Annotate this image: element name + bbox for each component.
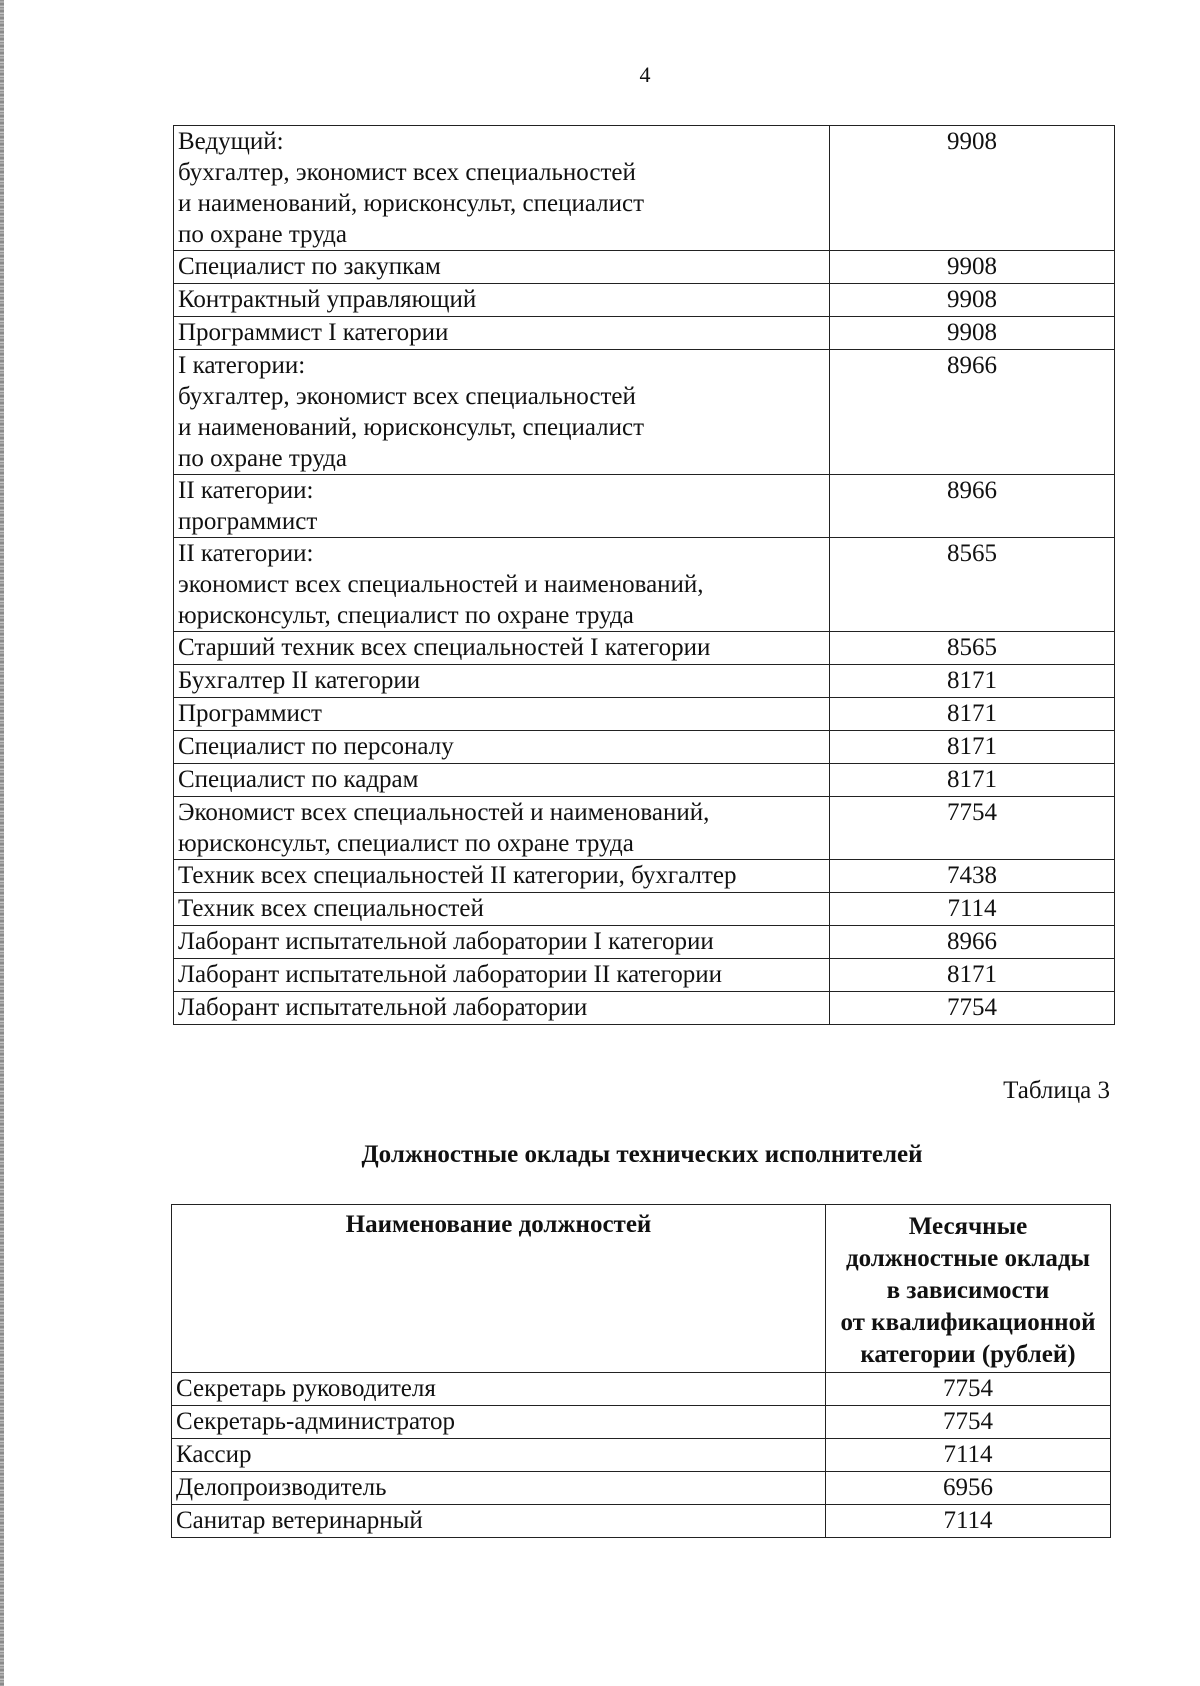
table-row bbox=[174, 893, 1115, 926]
header-position: Наименование должностей bbox=[172, 1205, 826, 1373]
position-cell bbox=[174, 251, 830, 284]
table-row bbox=[174, 797, 1115, 860]
position-cell bbox=[174, 731, 830, 764]
table-row bbox=[174, 959, 1115, 992]
position-line: Лаборант испытательной лаборатории I категории bbox=[178, 928, 714, 955]
position-line: бухгалтер, экономист всех специальностей bbox=[178, 383, 636, 410]
salary-cell: 8171 bbox=[830, 698, 1115, 731]
position-line: Лаборант испытательной лаборатории bbox=[178, 994, 588, 1021]
salary-cell: 8565 bbox=[830, 538, 1115, 632]
position-line: по охране труда bbox=[178, 445, 347, 472]
position-cell bbox=[174, 475, 830, 538]
table-row bbox=[172, 1472, 1111, 1505]
table-row bbox=[172, 1505, 1111, 1538]
position-line: экономист всех специальностей и наименований, bbox=[178, 571, 704, 598]
position-line: I категории: bbox=[178, 352, 306, 379]
salary-cell: 8565 bbox=[830, 632, 1115, 665]
position-cell bbox=[174, 284, 830, 317]
position-line: II категории: bbox=[178, 477, 314, 504]
table-row bbox=[174, 665, 1115, 698]
position-cell: Санитар ветеринарный bbox=[172, 1505, 826, 1538]
table-row bbox=[174, 350, 1115, 475]
salary-cell: 7114 bbox=[826, 1505, 1111, 1538]
position-line: Специалист по закупкам bbox=[178, 253, 441, 280]
technical-staff-salary-table bbox=[171, 1204, 1111, 1538]
salary-cell: 9908 bbox=[830, 284, 1115, 317]
salary-cell: 9908 bbox=[830, 126, 1115, 251]
table-title: Должностные оклады технических исполнителей bbox=[361, 1141, 923, 1168]
salary-cell: 7114 bbox=[830, 893, 1115, 926]
position-line: бухгалтер, экономист всех специальностей bbox=[178, 159, 636, 186]
table-row bbox=[172, 1406, 1111, 1439]
position-line: Техник всех специальностей bbox=[178, 895, 484, 922]
technical-staff-table-body bbox=[172, 1373, 1111, 1538]
position-line: Программист bbox=[178, 700, 322, 727]
position-line: и наименований, юрисконсульт, специалист bbox=[178, 190, 645, 217]
salary-cell: 7754 bbox=[830, 992, 1115, 1025]
salary-cell: 8966 bbox=[830, 926, 1115, 959]
table-row bbox=[174, 538, 1115, 632]
position-cell bbox=[174, 959, 830, 992]
position-line: Лаборант испытательной лаборатории II категории bbox=[178, 961, 723, 988]
position-line: Старший техник всех специальностей I категории bbox=[178, 634, 711, 661]
header-salary-line: от квалификационной bbox=[840, 1309, 1096, 1336]
position-cell bbox=[174, 992, 830, 1025]
header-salary bbox=[826, 1205, 1111, 1373]
table-row bbox=[174, 926, 1115, 959]
header-salary-line: должностные оклады bbox=[845, 1245, 1091, 1272]
position-line: Ведущий: bbox=[178, 128, 284, 155]
position-cell bbox=[174, 538, 830, 632]
table-row bbox=[174, 251, 1115, 284]
salary-cell: 8966 bbox=[830, 350, 1115, 475]
salary-cell: 7754 bbox=[826, 1406, 1111, 1439]
position-cell bbox=[174, 698, 830, 731]
table-row bbox=[174, 992, 1115, 1025]
position-cell bbox=[174, 126, 830, 251]
header-salary-line: в зависимости bbox=[886, 1277, 1050, 1304]
position-cell bbox=[174, 632, 830, 665]
position-line: Специалист по персоналу bbox=[178, 733, 454, 760]
salary-cell: 8966 bbox=[830, 475, 1115, 538]
salary-cell: 8171 bbox=[830, 731, 1115, 764]
salary-cell: 7438 bbox=[830, 860, 1115, 893]
position-cell bbox=[174, 350, 830, 475]
table-caption: Таблица 3 bbox=[1003, 1077, 1110, 1104]
table-row bbox=[172, 1439, 1111, 1472]
position-cell: Делопроизводитель bbox=[172, 1472, 826, 1505]
position-line: II категории: bbox=[178, 540, 314, 567]
position-cell: Секретарь-администратор bbox=[172, 1406, 826, 1439]
position-line: юрисконсульт, специалист по охране труда bbox=[178, 602, 634, 629]
position-line: Экономист всех специальностей и наименований, bbox=[178, 799, 710, 826]
salary-table-body bbox=[174, 126, 1115, 1025]
position-line: Бухгалтер II категории bbox=[178, 667, 421, 694]
table-row bbox=[174, 632, 1115, 665]
table-row bbox=[174, 731, 1115, 764]
table-row bbox=[174, 317, 1115, 350]
position-line: и наименований, юрисконсульт, специалист bbox=[178, 414, 645, 441]
position-cell: Секретарь руководителя bbox=[172, 1373, 826, 1406]
salary-cell: 9908 bbox=[830, 317, 1115, 350]
position-line: программист bbox=[178, 508, 318, 535]
salary-cell: 6956 bbox=[826, 1472, 1111, 1505]
header-salary-line: Месячные bbox=[908, 1213, 1028, 1240]
header-salary-line: категории (рублей) bbox=[860, 1341, 1076, 1368]
position-cell bbox=[174, 797, 830, 860]
salary-cell: 7754 bbox=[830, 797, 1115, 860]
table-row bbox=[174, 698, 1115, 731]
position-line: Контрактный управляющий bbox=[178, 286, 477, 313]
position-cell bbox=[174, 317, 830, 350]
position-cell bbox=[174, 893, 830, 926]
scan-edge bbox=[0, 0, 4, 1686]
position-line: Специалист по кадрам bbox=[178, 766, 419, 793]
salary-cell: 7114 bbox=[826, 1439, 1111, 1472]
position-cell bbox=[174, 665, 830, 698]
page-number: 4 bbox=[639, 62, 651, 87]
table-row bbox=[174, 475, 1115, 538]
salary-cell: 8171 bbox=[830, 959, 1115, 992]
salary-cell: 9908 bbox=[830, 251, 1115, 284]
table-row bbox=[174, 764, 1115, 797]
position-line: Программист I категории bbox=[178, 319, 449, 346]
table-row bbox=[174, 126, 1115, 251]
table-row bbox=[174, 860, 1115, 893]
table-row bbox=[174, 284, 1115, 317]
position-cell bbox=[174, 860, 830, 893]
salary-cell: 8171 bbox=[830, 665, 1115, 698]
salary-cell: 7754 bbox=[826, 1373, 1111, 1406]
position-cell bbox=[174, 926, 830, 959]
table-header-row bbox=[172, 1205, 1111, 1373]
table-row bbox=[172, 1373, 1111, 1406]
salary-cell: 8171 bbox=[830, 764, 1115, 797]
position-line: Техник всех специальностей II категории, бухгалтер bbox=[178, 862, 737, 889]
position-line: по охране труда bbox=[178, 221, 347, 248]
salary-table-continued bbox=[173, 125, 1115, 1025]
position-line: юрисконсульт, специалист по охране труда bbox=[178, 830, 634, 857]
position-cell bbox=[174, 764, 830, 797]
position-cell: Кассир bbox=[172, 1439, 826, 1472]
